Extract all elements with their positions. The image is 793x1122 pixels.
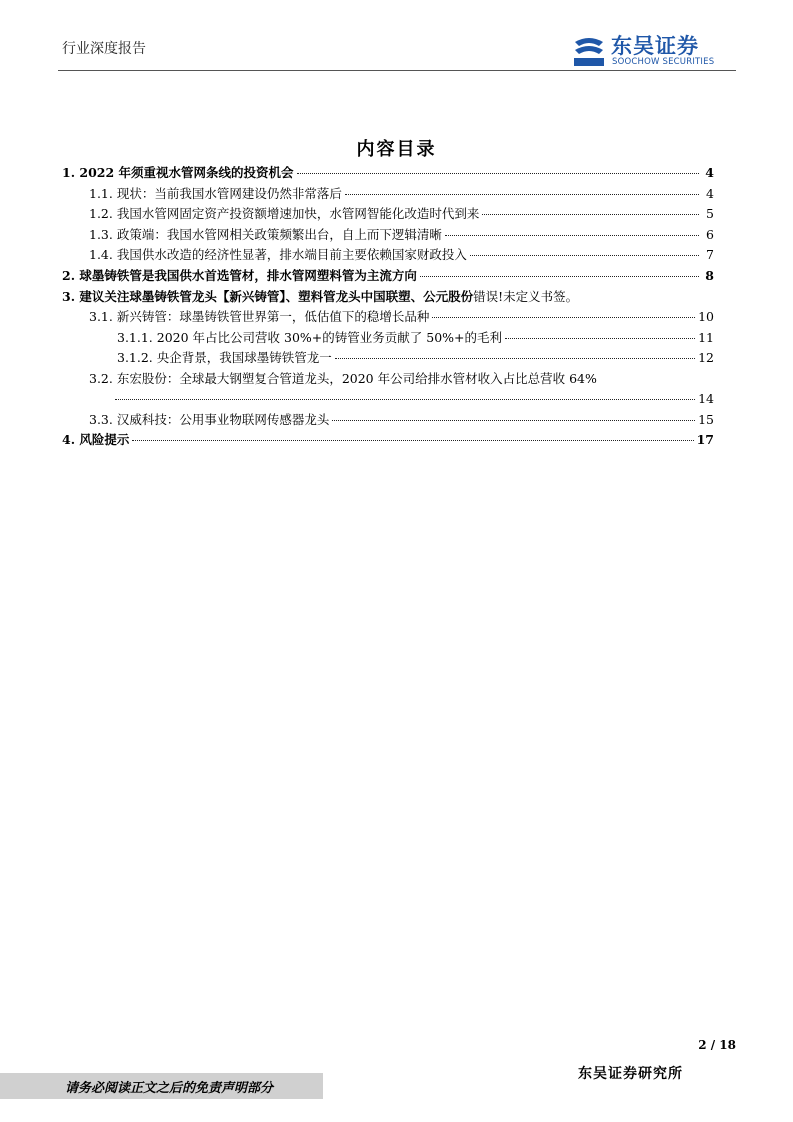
toc-entry[interactable] xyxy=(62,163,714,184)
toc-entry-label-text: 3. 建议关注球墨铸铁管龙头【新兴铸管】、塑料管龙头中国联塑、公元股份 xyxy=(62,288,474,304)
toc-leader xyxy=(132,440,693,441)
toc-entry-page: 17 xyxy=(696,432,714,448)
toc-entry-page: 8 xyxy=(705,267,714,283)
toc-entry-label: 1.4. 我国供水改造的经济性显著，排水端目前主要依赖国家财政投入 xyxy=(89,247,467,263)
toc-entry[interactable] xyxy=(62,204,714,225)
toc-leader xyxy=(432,317,695,318)
toc-entry-label: 1.3. 政策端：我国水管网相关政策频繁出台，自上而下逻辑清晰 xyxy=(89,226,442,242)
toc-leader xyxy=(470,255,699,256)
toc-entry-page: 15 xyxy=(698,411,714,427)
disclaimer-bar xyxy=(0,1073,323,1099)
toc-entry-label: 3.3. 汉威科技：公用事业物联网传感器龙头 xyxy=(89,411,330,427)
toc-title: 内容目录 xyxy=(356,139,437,160)
toc-leader xyxy=(420,276,699,277)
toc-entry-label: 2. 球墨铸铁管是我国供水首选管材，排水管网塑料管为主流方向 xyxy=(62,267,417,283)
toc-entry[interactable] xyxy=(62,369,714,389)
toc-entry[interactable] xyxy=(62,225,714,246)
toc-entry[interactable] xyxy=(62,307,714,328)
toc-entry[interactable] xyxy=(62,348,714,369)
toc-entry-label: 3.1.1. 2020 年占比公司营收 30%+的铸管业务贡献了 50%+的毛利 xyxy=(117,329,502,345)
toc-entry[interactable] xyxy=(62,184,714,205)
toc-leader xyxy=(482,214,699,215)
report-type-label: 行业深度报告 xyxy=(62,41,146,57)
page-indicator: 2 / 18 xyxy=(698,1038,736,1052)
bookmark-error-text: 错误!未定义书签。 xyxy=(473,288,579,304)
toc-entry[interactable] xyxy=(62,410,714,431)
toc-entry-page: 7 xyxy=(706,247,714,263)
toc-entry-label: 1. 2022 年须重视水管网条线的投资机会 xyxy=(62,165,294,180)
toc-entry-label: 1.2. 我国水管网固定资产投资额增速加快，水管网智能化改造时代到来 xyxy=(89,206,480,222)
institute-name: 东吴证券研究所 xyxy=(578,1066,683,1082)
toc-entry-page: 4 xyxy=(705,165,714,180)
toc-leader xyxy=(335,358,695,359)
toc-entry-label: 4. 风险提示 xyxy=(62,432,130,448)
toc-leader xyxy=(332,420,695,421)
toc-entry[interactable] xyxy=(62,266,714,287)
toc-entry-label xyxy=(62,287,578,308)
toc-entry-page: 11 xyxy=(698,329,714,345)
toc-leader xyxy=(345,194,699,195)
toc-leader xyxy=(297,173,699,174)
toc-entry-continuation[interactable] xyxy=(62,389,714,410)
toc-entry-label: 3.1. 新兴铸管：球墨铸铁管世界第一，低估值下的稳增长品种 xyxy=(89,309,430,325)
brand-logo xyxy=(571,34,736,70)
toc-entry-page: 4 xyxy=(706,185,714,201)
toc-entry-page: 12 xyxy=(698,350,714,366)
header-divider xyxy=(58,70,736,71)
brand-emblem-icon xyxy=(571,34,607,68)
toc-entry[interactable] xyxy=(62,245,714,266)
brand-name-en: SOOCHOW SECURITIES xyxy=(612,57,715,67)
toc-entry-page: 6 xyxy=(706,226,714,242)
toc-leader xyxy=(505,338,695,339)
table-of-contents xyxy=(62,163,714,451)
toc-entry-page: 10 xyxy=(698,309,714,325)
toc-entry-page: 5 xyxy=(706,206,714,222)
toc-entry-label: 3.2. 东宏股份：全球最大钢塑复合管道龙头，2020 年公司给排水管材收入占比总营收 64% xyxy=(89,370,597,386)
toc-entry-page: 14 xyxy=(698,390,714,406)
disclaimer-text: 请务必阅读正文之后的免责声明部分 xyxy=(65,1081,274,1096)
toc-entry-label: 3.1.2. 央企背景，我国球墨铸铁管龙一 xyxy=(117,350,332,366)
brand-name-cn: 东吴证券 xyxy=(611,34,699,58)
toc-leader xyxy=(445,235,699,236)
toc-entry-label: 1.1. 现状：当前我国水管网建设仍然非常落后 xyxy=(89,185,342,201)
toc-leader xyxy=(115,399,695,400)
toc-entry[interactable] xyxy=(62,430,714,451)
toc-entry[interactable] xyxy=(62,328,714,349)
toc-entry[interactable] xyxy=(62,287,714,308)
